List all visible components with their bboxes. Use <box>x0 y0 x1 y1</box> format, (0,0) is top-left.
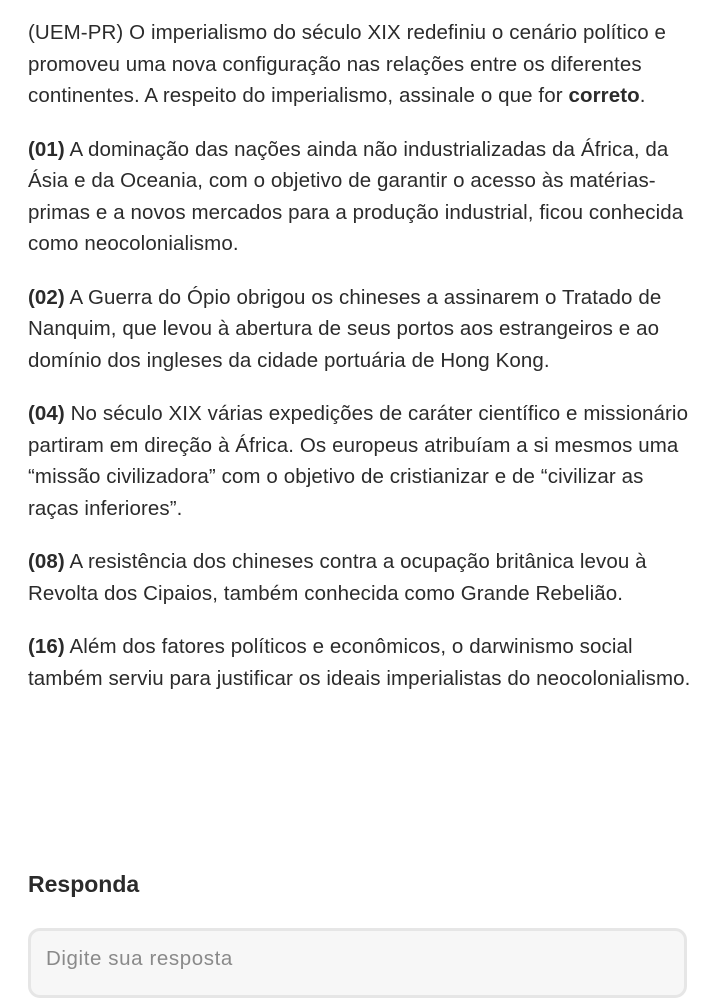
answer-heading: Responda <box>28 871 140 897</box>
option-item <box>28 398 692 524</box>
option-number: (04) <box>28 402 65 425</box>
option-text: No século XIX várias expedições de caráter científico e missionário partiram em direção à África. Os europeus atribuíam a si mesmos uma “missão civilizadora” com o objetivo de cristianizar e de “civilizar as raças inferiores”. <box>28 402 689 520</box>
option-item <box>28 546 692 609</box>
answer-input[interactable] <box>46 947 646 971</box>
option-text: A resistência dos chineses contra a ocupação britânica levou à Revolta dos Cipaios, também conhecida como Grande Rebelião. <box>28 550 647 605</box>
option-text: A Guerra do Ópio obrigou os chineses a assinarem o Tratado de Nanquim, que levou à abertura de seus portos aos estrangeiros e ao domínio dos ingleses da cidade portuária de Hong Kong. <box>28 285 662 372</box>
option-number: (16) <box>28 635 65 658</box>
option-number: (08) <box>28 550 65 573</box>
question-intro-emphasis: correto <box>568 84 640 107</box>
option-text: A dominação das nações ainda não industrializadas da África, da Ásia e da Oceania, com o objetivo de garantir o acesso às matérias-primas e a novos mercados para a produção industrial, ficou conhecida como neocolonialismo. <box>28 137 684 255</box>
option-item <box>28 134 692 260</box>
option-text: Além dos fatores políticos e econômicos, o darwinismo social também serviu para justificar os ideais imperialistas do neocolonialismo. <box>28 635 691 690</box>
answer-box[interactable] <box>28 928 687 998</box>
option-number: (02) <box>28 285 65 309</box>
option-item <box>28 282 692 377</box>
question-content <box>28 17 692 716</box>
question-intro-text: (UEM-PR) O imperialismo do século XIX redefiniu o cenário político e promoveu uma nova configuração nas relações entre os diferentes continentes. A respeito do imperialismo, assinale o que for <box>28 21 666 107</box>
question-intro-end: . <box>639 84 646 107</box>
question-intro <box>28 17 692 112</box>
option-item <box>28 631 692 694</box>
option-number: (01) <box>28 137 65 161</box>
